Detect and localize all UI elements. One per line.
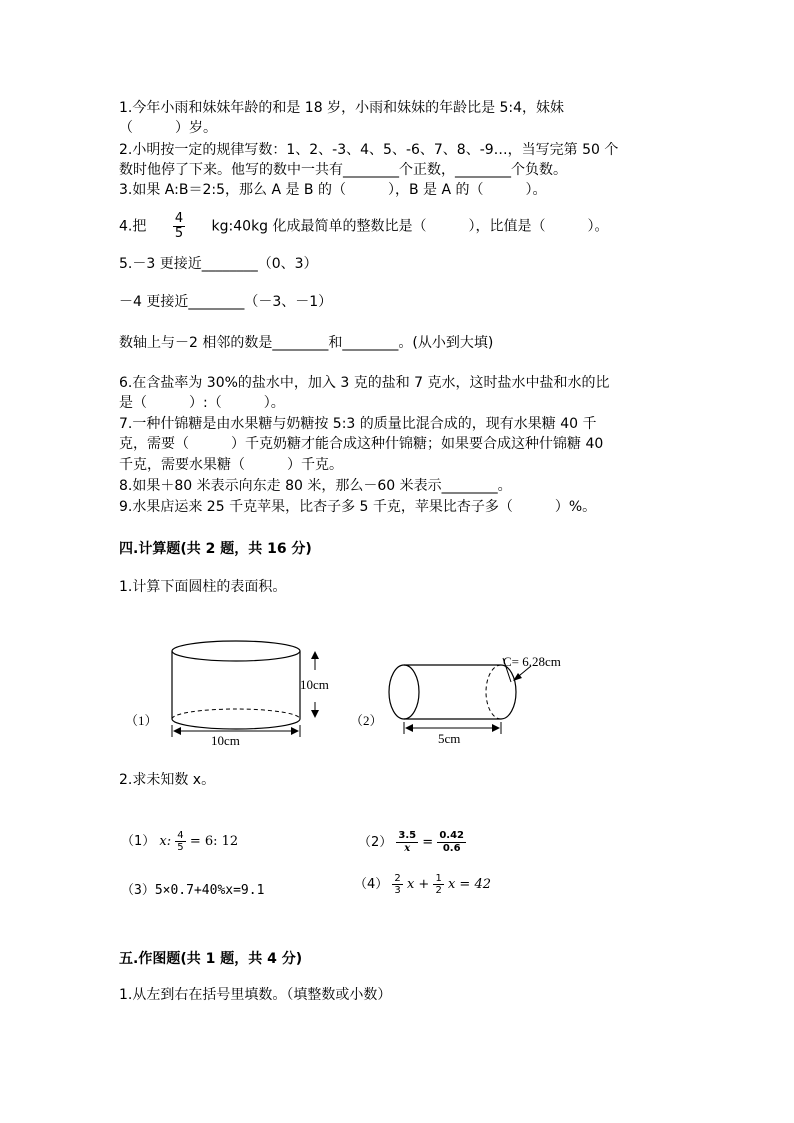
section4-p2: 2.求未知数 x。 (119, 772, 216, 788)
q7-line1: 7.一种什锦糖是由水果糖与奶糖按 5:3 的质量比混合成的，现有水果糖 40 千 (119, 416, 597, 432)
eq2-left-numerator: 3.5 (398, 830, 417, 841)
eq4-label: （4） (354, 877, 389, 892)
eq1-colon: : (166, 834, 172, 849)
section5-heading: 五.作图题(共 1 题，共 4 分) (119, 951, 303, 967)
q5-line2: －4 更接近________（－3、－1） (119, 294, 333, 310)
eq1-rhs: = 6: 12 (189, 834, 239, 849)
eq4-x2: x = 42 (447, 877, 491, 892)
cyl1-bottom-front (172, 719, 300, 729)
eq2-equals: = (422, 835, 434, 850)
eq1-denominator: 5 (177, 842, 184, 853)
eq1-numerator: 4 (177, 830, 184, 841)
eq4-f1-denominator: 3 (394, 885, 401, 896)
fig1-width-label: 10cm (211, 733, 240, 748)
cyl2-len-arrowhead-right (492, 724, 500, 732)
section4-p1: 1.计算下面圆柱的表面积。 (119, 579, 287, 595)
cyl2-left-ellipse (389, 665, 419, 719)
cyl1-width-arrowhead-right (291, 727, 299, 735)
cyl1-width-arrowhead-left (173, 727, 181, 735)
eq2-right-denominator: 0.6 (442, 843, 461, 854)
eq4-f1-numerator: 2 (394, 873, 401, 884)
q4-fraction-numerator: 4 (174, 211, 184, 226)
cyl2-len-arrowhead-left (405, 724, 413, 732)
fig1-height-label: 10cm (300, 677, 329, 692)
q4-fraction (173, 212, 185, 241)
fig1-label: （1） (125, 713, 158, 728)
eq4-fraction-1 (392, 873, 402, 896)
eq2-left-fraction (396, 830, 418, 855)
q4-text (119, 212, 609, 241)
q1-line2: （ ）岁。 (119, 120, 217, 136)
q4-prefix: 4.把 (119, 218, 147, 235)
eq4-fraction-2 (433, 873, 443, 896)
section4-heading: 四.计算题(共 2 题，共 16 分) (119, 541, 312, 557)
fig2-label: （2） (350, 713, 383, 728)
q6-line1: 6.在含盐率为 30%的盐水中，加入 3 克的盐和 7 克水，这时盐水中盐和水的比 (119, 375, 610, 391)
q7-line3: 千克，需要水果糖（ ）千克。 (119, 457, 343, 473)
cyl1-height-arrowhead-down (311, 710, 319, 718)
cyl1-bottom-back (172, 709, 300, 719)
q9-text: 9.水果店运来 25 千克苹果，比杏子多 5 千克，苹果比杏子多（ ）%。 (119, 499, 597, 515)
equation-2 (358, 830, 466, 855)
eq1-fraction (175, 830, 185, 853)
equation-3: （3）5×0.7+40%x=9.1 (121, 883, 265, 898)
fig2-length-label: 5cm (438, 731, 461, 746)
eq1-label: （1） (121, 834, 156, 849)
q4-fraction-denominator: 5 (174, 226, 184, 241)
eq4-x1: x + (406, 877, 430, 892)
q6-line2: 是（ ）:（ ）。 (119, 395, 285, 411)
q5-line3: 数轴上与－2 相邻的数是________和________。(从小到大填) (119, 335, 494, 351)
eq4-f2-numerator: 1 (435, 873, 442, 884)
q5-line1: 5.－3 更接近________（0、3） (119, 256, 318, 272)
eq2-right-fraction (437, 830, 466, 855)
q2-line1: 2.小明按一定的规律写数：1、2、-3、4、5、-6、7、8、-9…，当写完第 50 个 (119, 142, 619, 158)
equation-4 (354, 873, 491, 896)
eq2-label: （2） (358, 835, 393, 850)
q1-line1: 1.今年小雨和妹妹年龄的和是 18 岁，小雨和妹妹的年龄比是 5:4，妹妹 (119, 100, 565, 116)
eq2-left-denominator: x (404, 843, 411, 854)
eq4-f2-denominator: 2 (435, 885, 442, 896)
eq1-x: x (159, 834, 167, 849)
cyl1-top-ellipse (172, 641, 300, 661)
q8-text: 8.如果＋80 米表示向东走 80 米，那么－60 米表示________。 (119, 478, 512, 494)
cyl1-height-arrowhead-up (311, 651, 319, 659)
cyl2-right-back (486, 665, 501, 719)
equation-1 (121, 830, 238, 853)
q3-text: 3.如果 A:B＝2:5，那么 A 是 B 的（ ），B 是 A 的（ ）。 (119, 182, 547, 198)
q7-line2: 克，需要（ ）千克奶糖才能合成这种什锦糖；如果要合成这种什锦糖 40 (119, 436, 604, 452)
q4-suffix: kg:40kg 化成最简单的整数比是（ ），比值是（ ）。 (211, 218, 609, 235)
section5-p1: 1.从左到右在括号里填数。（填整数或小数） (119, 987, 392, 1003)
eq2-right-numerator: 0.42 (439, 830, 465, 841)
fig2-circumference-label: C= 6.28cm (503, 654, 561, 669)
q2-line2: 数时他停了下来。他写的数中一共有________个正数，________个负数。 (119, 162, 567, 178)
